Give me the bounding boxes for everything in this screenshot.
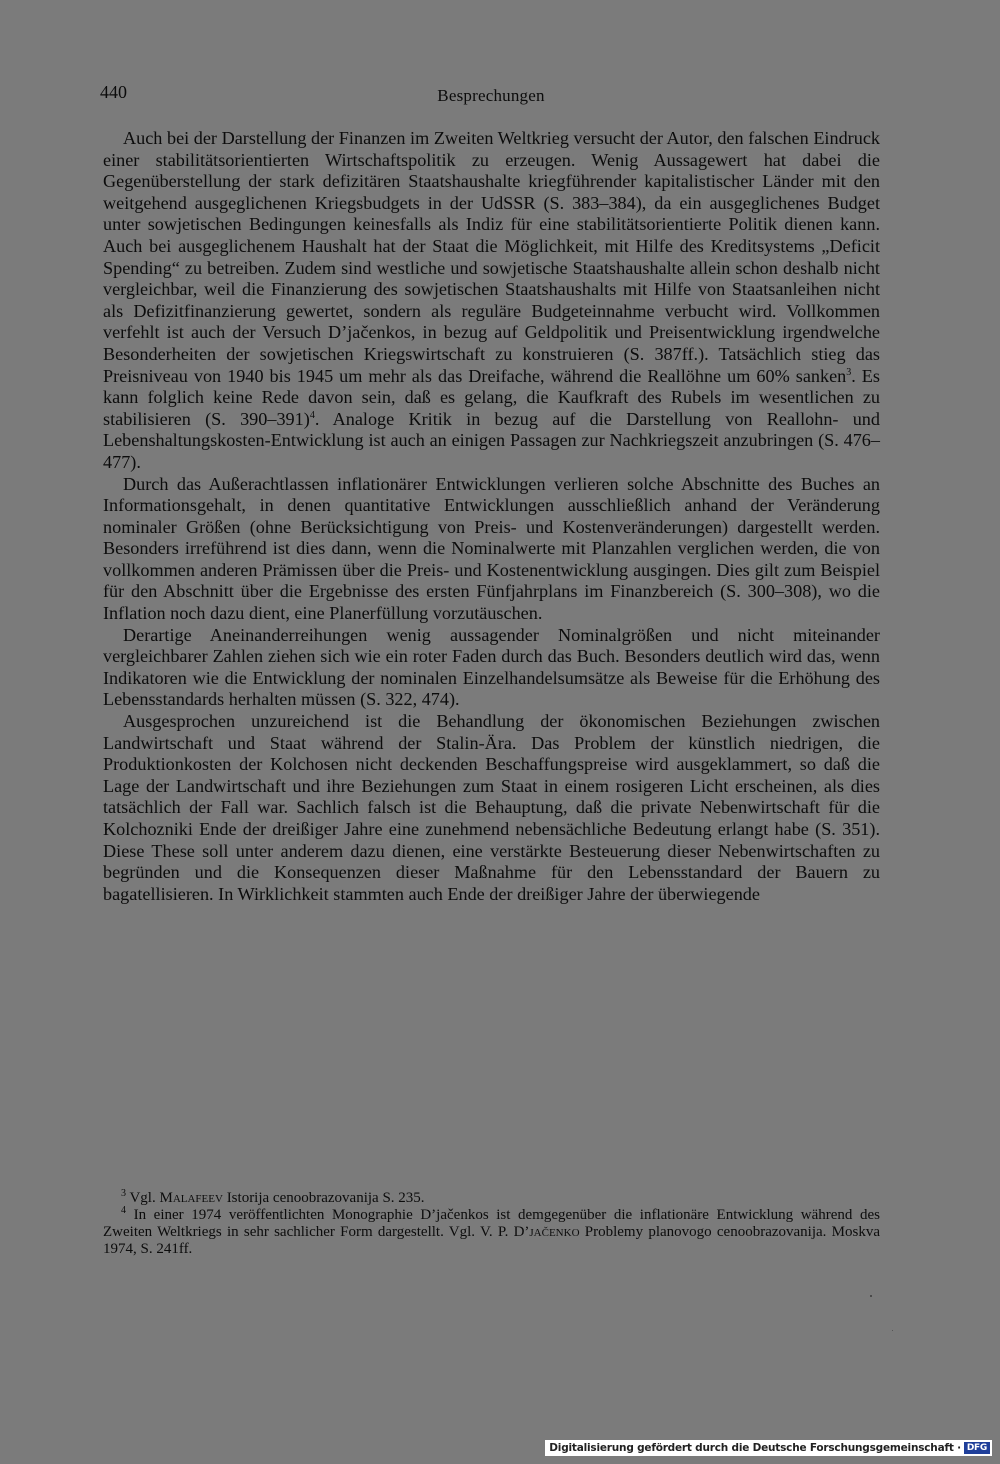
paragraph-text: Auch bei der Darstellung der Finanzen im Zweiten Weltkrieg versucht der Autor, den falschen Eindruck einer stabilitätsorientierten Wirtschaftspolitik zu erzeugen. Wenig Aussagewert hat dabei die Gegenüberstellung der stark defizitären Staatshaushalte kriegführender kapitalistischer Länder mit den weitgehend ausgeglichenen Kriegsbudgets in der UdSSR (S. 383–384), da ein ausgeglichenes Budget unter sowjetischen Bedingungen keinesfalls als Indiz für eine stabilitätsorientierte Politik dienen kann. Auch bei ausgeglichenem Haushalt hat der Staat die Möglichkeit, mit Hilfe des Kreditsystems „Deficit Spending“ zu betreiben. Zudem sind westliche und sowjetische Staatshaushalte allein schon deshalb nicht vergleichbar, weil die Finanzierung des sowjetischen Staatshaushalts mit Hilfe von Staatsanleihen nicht als Defizitfinanzierung gewertet, sondern als reguläre Budgeteinnahme verbucht wird. Vollkommen verfehlt ist auch der Versuch D’jačenkos, in bezug auf Geldpolitik und Preisentwicklung irgendwelche Besonderheiten der sowjetischen Kriegswirtschaft zu konstruieren (S. 387ff.). Tatsächlich stieg das Preisniveau von 1940 bis 1945 um mehr als das Dreifache, während die Reallöhne um 60% sanken: [103, 128, 880, 386]
footnote-text: Istorija cenoobrazovanija S. 235.: [222, 1190, 425, 1206]
footnote-author: Malafeev: [159, 1190, 223, 1206]
paragraph-inflation: Durch das Außerachtlassen inflationärer Entwicklungen verlieren solche Abschnitte des Buches an Informationsgehalt, in denen quantitative Entwicklungen ausschließlich anhand der Veränderung nominaler Größen (ohne Berücksichtigung von Preis- und Kostenveränderungen) dargestellt werden. Besonders irreführend ist dies dann, wenn die Nominalwerte mit Planzahlen verglichen werden, die von vollkommen anderen Prämissen über die Preis- und Kostenentwicklung ausgingen. Dies gilt zum Beispiel für den Abschnitt über die Ergebnisse des ersten Fünfjahrplans im Finanzbereich (S. 300–308), wo die Inflation noch dazu dient, eine Planerfüllung vorzutäuschen.: [103, 473, 880, 624]
footnote-reference: 3: [846, 366, 852, 378]
paragraph-nominal-values: Derartige Aneinanderreihungen wenig aussagender Nominalgrößen und nicht miteinander vergleichbarer Zahlen ziehen sich wie ein roter Faden durch das Buch. Besonders deutlich wird das, wenn Indikatoren wie die Entwicklung der nominalen Einzelhandelsumsätze als Beweise für die Erhöhung des Lebensstandards herhalten müssen (S. 322, 474).: [103, 624, 880, 710]
footnote-mark: 3: [121, 1188, 126, 1199]
paragraph-text: . Es kann folglich keine Rede davon sein, daß es gelang, die Kaufkraft des Rubels im wesentlichen zu stabilisieren (S. 390–391): [103, 365, 880, 429]
footnote-text: Problemy planovogo cenoobrazovanija. Moskva 1974, S. 241ff.: [103, 1224, 881, 1257]
footnote-text: Vgl.: [126, 1190, 160, 1206]
footnotes: [103, 1190, 880, 1258]
paragraph-text: . Analoge Kritik in bezug auf die Darstellung von Reallohn- und Lebenshaltungskosten-Entwicklung ist auch an einigen Passagen zur Nachkriegszeit anzubringen (S. 476–477).: [103, 408, 880, 472]
dfg-logo-icon: DFG: [964, 1442, 990, 1454]
paragraph-agriculture: Ausgesprochen unzureichend ist die Behandlung der ökonomischen Beziehungen zwischen Landwirtschaft und Staat während der Stalin-Ära. Das Problem der künstlich niedrigen, die Produktionkosten der Kolchosen nicht deckenden Beschaffungspreise wird ausgeklammert, so daß die Lage der Landwirtschaft und ihre Beziehungen zum Staat in einem rosigeren Licht erscheinen, als dies tatsächlich der Fall war. Sachlich falsch ist die Behauptung, daß die private Nebenwirtschaft für die Kolchozniki Ende der dreißiger Jahre eine zunehmend nebensächliche Bedeutung erlangt habe (S. 351). Diese These soll unter anderem dazu dienen, eine verstärkte Besteuerung dieser Nebenwirtschaften zu begründen und die Konsequenzen dieser Maßnahme für den Lebensstandard der Bauern zu bagatellisieren. In Wirklichkeit stammten auch Ende der dreißiger Jahre der überwiegende: [103, 711, 880, 904]
footnote-mark: 4: [121, 1205, 126, 1216]
footnote: [103, 1207, 880, 1258]
footnote-author: D’jačenko: [513, 1224, 580, 1240]
scan-speck: [870, 1295, 872, 1297]
scan-speck: [892, 1330, 893, 1331]
page-number: 440: [100, 82, 127, 102]
body-text: [103, 128, 880, 905]
paragraph-finances: [103, 128, 880, 474]
footnote-reference: 4: [309, 409, 315, 421]
footnote: [103, 1190, 880, 1207]
digitization-banner: [545, 1440, 992, 1456]
running-head: Besprechungen: [437, 86, 545, 105]
digitization-banner-text: Digitalisierung gefördert durch die Deutsche Forschungsgemeinschaft ·: [549, 1442, 961, 1454]
page-header: [100, 82, 882, 110]
footnote-text: In einer 1974 veröffentlichten Monographie D’jačenkos ist demgegenüber die inflationäre Entwicklung während des Zweiten Weltkriegs in sehr sachlicher Form dargestellt. Vgl. V. P.: [103, 1207, 880, 1240]
